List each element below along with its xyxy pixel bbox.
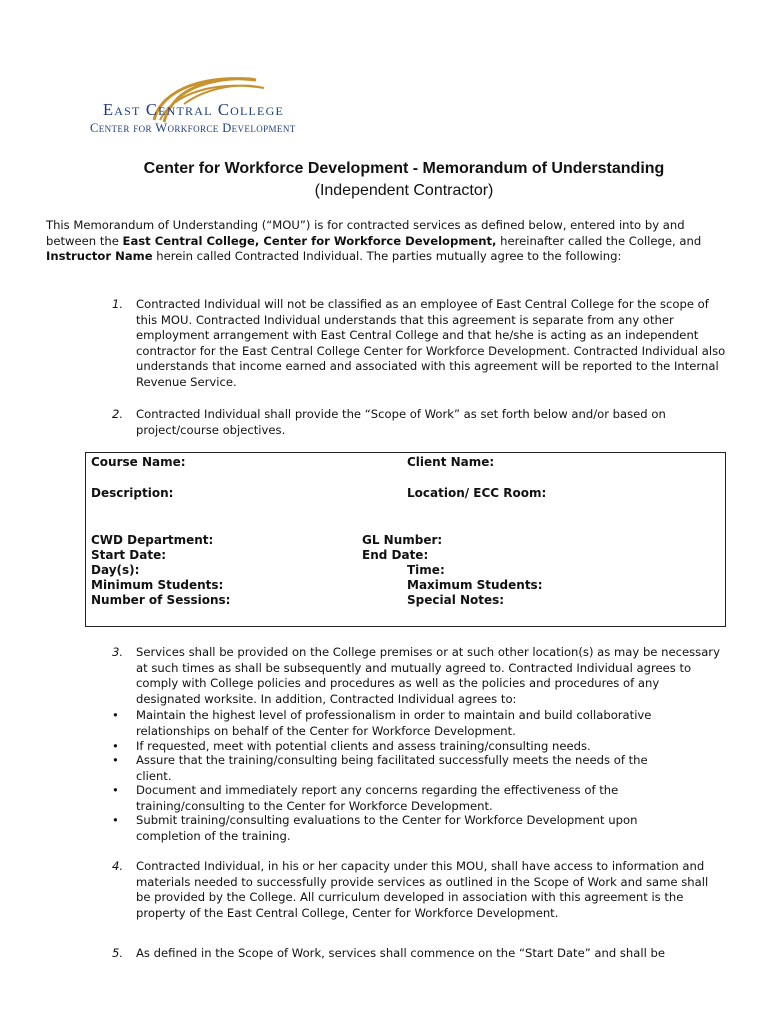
cwd-department-label: CWD Department: [91,533,214,547]
logo-college-name: East Central College [103,100,284,119]
document-subtitle: (Independent Contractor) [314,182,494,199]
logo-center-name: Center for Workforce Development [90,121,296,135]
gl-number-label: GL Number: [362,533,443,547]
start-date-label: Start Date: [91,548,167,562]
scope-of-work-box [85,452,726,627]
days-label: Day(s): [91,563,140,577]
sessions-label: Number of Sessions: [91,593,231,607]
document-title: Center for Workforce Development - Memorandum of Understanding [143,160,665,177]
special-notes-label: Special Notes: [407,593,505,607]
min-students-label: Minimum Students: [91,578,224,592]
time-label: Time: [407,563,445,577]
course-name-label: Course Name: [91,455,186,469]
location-label: Location/ ECC Room: [407,486,547,500]
intro-paragraph: This Memorandum of Understanding (“MOU”) is for contracted services as defined below, entered into by and between the East Central College, Center for Workforce Development, hereinafter called the College, and Instructor Name herein called Contracted Individual. The parties mutually agree to the following: [46,218,702,263]
client-name-label: Client Name: [407,455,495,469]
end-date-label: End Date: [362,548,429,562]
description-label: Description: [91,486,174,500]
max-students-label: Maximum Students: [407,578,543,592]
